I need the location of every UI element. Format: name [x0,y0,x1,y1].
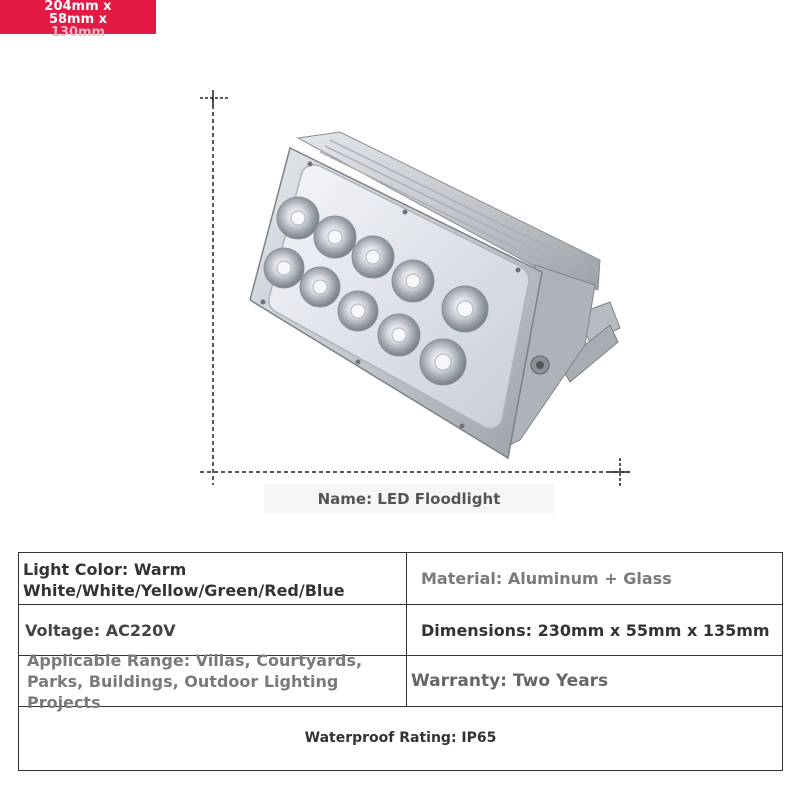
badge-line-3: 130mm [50,25,106,40]
waterproof-cell [19,707,782,770]
badge-line-1: 204mm x [44,0,112,14]
applicable-range-cell [19,650,407,712]
spec-row [19,707,782,770]
lens [352,236,394,278]
dimensions-cell [407,605,782,655]
lens [420,339,466,385]
waterproof-text: Waterproof Rating: IP65 [304,730,497,746]
spec-table [18,552,783,771]
voltage-cell [19,605,407,655]
lens [378,314,420,356]
lens [392,260,434,302]
light-color-line-1: Light Color: Warm [23,559,187,579]
applicable-range-line-2: Parks, Buildings, Outdoor Lighting Projects [27,671,339,712]
dimensions-badge [0,0,156,40]
lens [264,248,304,288]
material-text: Material: Aluminum + Glass [421,569,672,588]
spec-row [19,650,782,712]
spec-row [19,605,782,656]
spec-row [19,553,782,605]
lens [442,286,488,332]
lens [314,216,356,258]
badge-line-2: 58mm x [48,12,108,27]
warranty-cell [407,656,782,706]
warranty-text: Warranty: Two Years [411,670,609,691]
led-floodlight-photo [190,80,640,500]
horizontal-dimension-line [200,458,630,486]
vertical-dimension-line [200,90,228,485]
product-name-caption: Name: LED Floodlight [264,484,554,514]
light-color-line-2: White/White/Yellow/Green/Red/Blue [23,580,345,600]
light-color-cell [19,553,407,604]
applicable-range-line-1: Applicable Range: Villas, Courtyards, [27,650,363,670]
lens [277,197,319,239]
dimensions-text: Dimensions: 230mm x 55mm x 135mm [421,620,770,640]
voltage-text: Voltage: AC220V [25,620,176,640]
lens [338,291,378,331]
material-cell [407,553,782,604]
lens [300,267,340,307]
